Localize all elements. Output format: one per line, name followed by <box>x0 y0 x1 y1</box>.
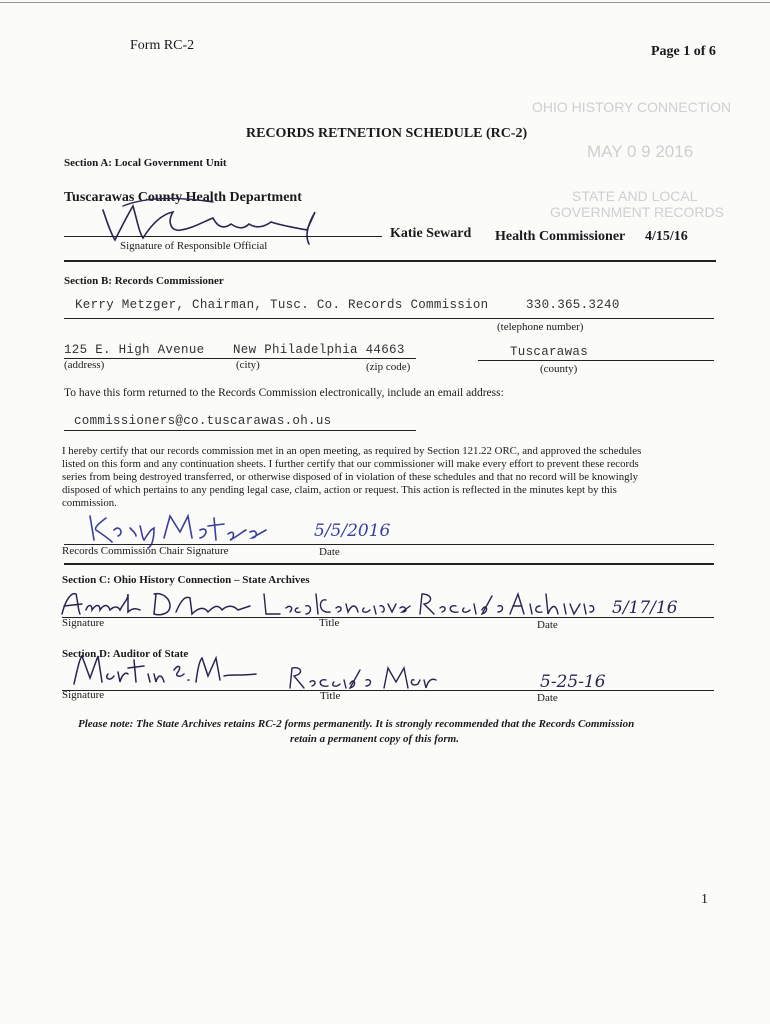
received-stamp-dept-1: STATE AND LOCAL <box>572 188 698 204</box>
email-line <box>64 430 416 431</box>
retention-note-line-2: retain a permanent copy of this form. <box>290 733 459 745</box>
chair-date-label: Date <box>319 546 340 558</box>
retention-note-line-1: Please note: The State Archives retains RC-2 forms permanently. It is strongly recommended that the Records Commission <box>78 718 635 730</box>
document-title: RECORDS RETNETION SCHEDULE (RC-2) <box>246 126 528 141</box>
section-d-heading: Section D: Auditor of State <box>62 648 189 660</box>
certification-line-5: commission. <box>62 497 117 509</box>
archives-title-label: Title <box>319 617 340 629</box>
certification-line-1: I hereby certify that our records commission met in an open meeting, as required by Section 121.22 ORC, and approved the schedules <box>62 445 642 457</box>
county-line <box>478 360 714 361</box>
archives-signature-line <box>62 617 714 618</box>
chair-signature-label: Records Commission Chair Signature <box>62 545 229 557</box>
city-label: (city) <box>236 359 260 371</box>
chair-date-value: 5/5/2016 <box>314 521 391 541</box>
official-signature-line <box>64 236 382 237</box>
commissioner-field: Kerry Metzger, Chairman, Tusc. Co. Records Commission <box>75 298 489 312</box>
auditor-title-handwritten <box>286 664 466 690</box>
page-number: 1 <box>701 892 708 907</box>
auditor-date-label: Date <box>537 692 558 704</box>
official-signature-label: Signature of Responsible Official <box>120 240 268 252</box>
auditor-signature <box>70 652 260 688</box>
phone-label: (telephone number) <box>497 321 584 333</box>
page-indicator: Page 1 of 6 <box>651 44 716 59</box>
archives-date-label: Date <box>537 619 558 631</box>
county-label: (county) <box>540 363 578 375</box>
form-id: Form RC-2 <box>130 38 195 53</box>
official-date: 4/15/16 <box>645 229 688 244</box>
archives-signature <box>58 588 258 620</box>
section-a-heading: Section A: Local Government Unit <box>64 157 227 169</box>
certification-line-2: listed on this form and any continuation sheets. I further certify that our commissioner will make every effort to prevent these records <box>62 458 639 470</box>
certification-line-4: disposed of which pertains to any pending legal case, claim, action or request. This action is reflected in the minutes kept by this <box>62 484 617 496</box>
email-field: commissioners@co.tuscarawas.oh.us <box>74 414 332 428</box>
official-name: Katie Seward <box>390 226 472 241</box>
zip-label: (zip code) <box>366 361 411 373</box>
auditor-date-value: 5-25-16 <box>540 672 606 692</box>
auditor-signature-line <box>62 690 714 691</box>
archives-title-handwritten <box>260 590 600 620</box>
certification-line-3: series from being destroyed transferred, or otherwise disposed of in violation of these schedules and that no record will be knowingly <box>62 471 638 483</box>
unit-name: Tuscarawas County Health Department <box>64 190 302 205</box>
county-field: Tuscarawas <box>510 345 589 359</box>
address-label: (address) <box>64 359 105 371</box>
email-prompt: To have this form returned to the Records Commission electronically, include an email address: <box>64 387 504 399</box>
address-field: 125 E. High Avenue <box>64 343 205 357</box>
received-stamp-date: MAY 0 9 2016 <box>587 142 694 161</box>
section-b-divider <box>64 563 714 565</box>
received-stamp-dept-2: GOVERNMENT RECORDS <box>550 204 724 220</box>
phone-field: 330.365.3240 <box>526 298 620 312</box>
section-c-heading: Section C: Ohio History Connection – State Archives <box>62 574 310 586</box>
archives-signature-label: Signature <box>62 617 105 629</box>
section-a-divider <box>64 260 716 262</box>
archives-date-value: 5/17/16 <box>612 598 678 618</box>
commissioner-line <box>64 318 714 319</box>
section-b-heading: Section B: Records Commissioner <box>64 275 224 287</box>
received-stamp-org: OHIO HISTORY CONNECTION <box>532 99 732 115</box>
city-zip-field: New Philadelphia 44663 <box>233 343 405 357</box>
auditor-signature-label: Signature <box>62 689 105 701</box>
official-title: Health Commissioner <box>495 229 626 244</box>
header-rule <box>0 2 770 3</box>
auditor-title-label: Title <box>320 690 341 702</box>
